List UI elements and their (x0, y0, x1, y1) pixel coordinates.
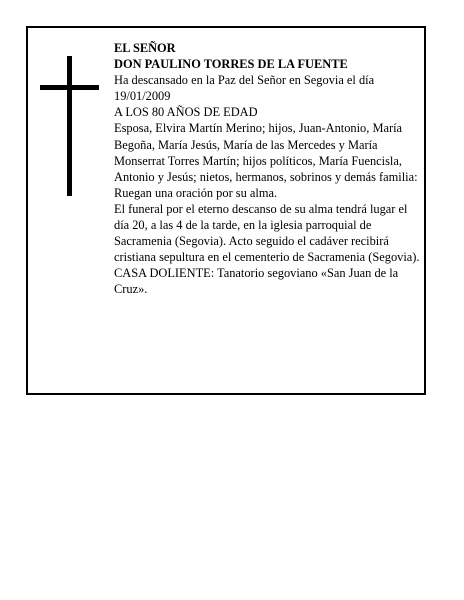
funeral-details: El funeral por el eterno descanso de su alma tendrá lugar el día 20, a las 4 de la tarde, en la iglesia parroquial de Sacramenia (Segovia). Acto seguido el cadáver recibirá cristiana sepultura en el cementerio de Sacramenia (Segovia). (114, 201, 420, 265)
family-list: Esposa, Elvira Martín Merino; hijos, Juan-Antonio, María Begoña, María Jesús, María de las Mercedes y María Monserrat Torres Martín; hijos políticos, María Fuencisla, Antonio y Jesús; nietos, hermanos, sobrinos y demás familia: (114, 121, 418, 184)
death-info: Ha descansado en la Paz del Señor en Segovia el día 19/01/2009 (114, 73, 375, 104)
obituary-notice (26, 26, 426, 395)
prayer-request: Ruegan una oración por su alma. (114, 185, 278, 200)
mourning-house: CASA DOLIENTE: Tanatorio segoviano «San Juan de la Cruz». (114, 266, 399, 297)
notice-heading-title: EL SEÑOR (114, 41, 176, 55)
cross-horizontal-bar (40, 85, 99, 90)
deceased-name: DON PAULINO TORRES DE LA FUENTE (114, 57, 348, 72)
notice-text (114, 40, 420, 298)
age-line: A LOS 80 AÑOS DE EDAD (114, 105, 258, 120)
cross-vertical-bar (67, 56, 72, 196)
